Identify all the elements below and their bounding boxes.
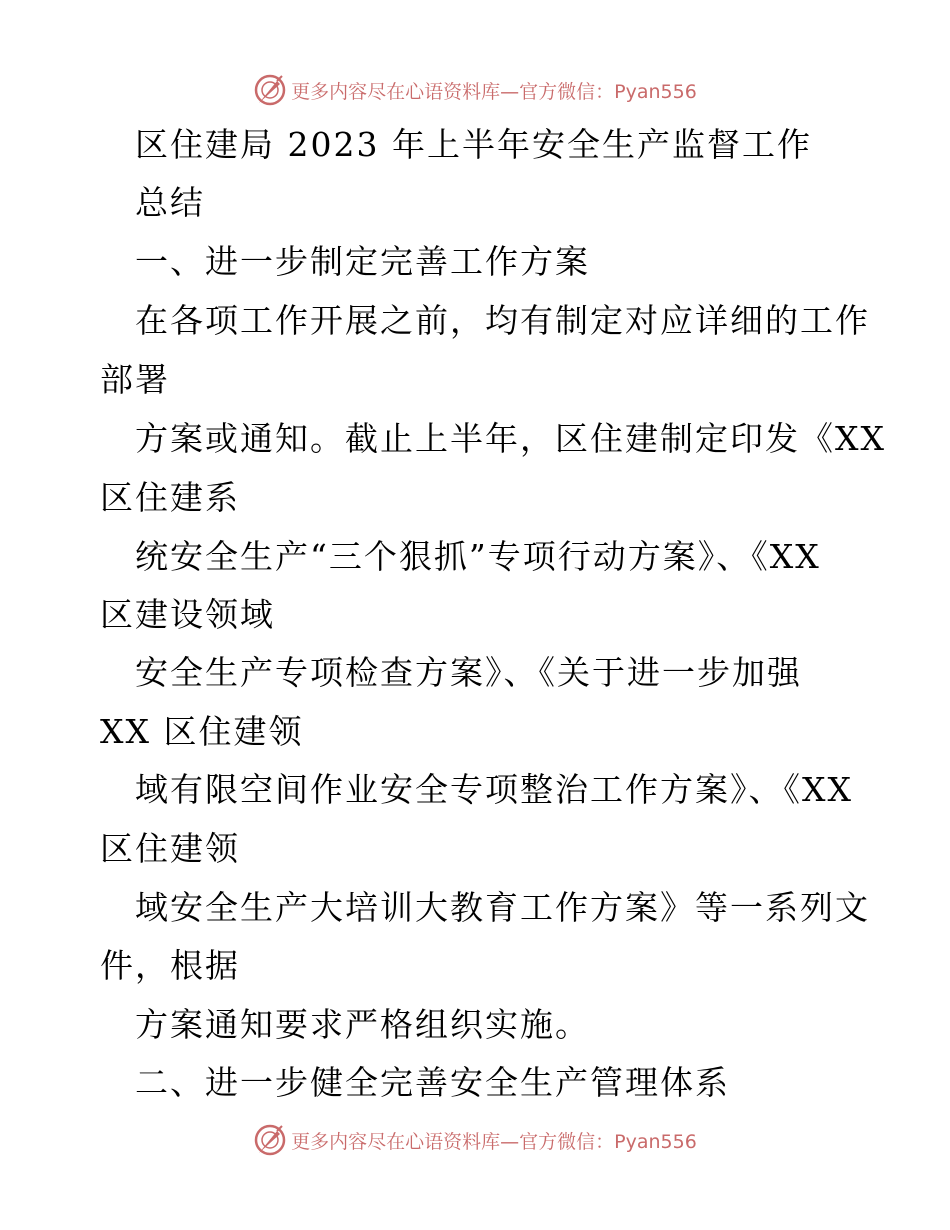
section-heading-1: 一、进一步制定完善工作方案 bbox=[135, 242, 590, 281]
paragraph-line: 部署 bbox=[100, 360, 170, 399]
quill-seal-icon bbox=[253, 1123, 287, 1157]
paragraph-line: 统安全生产“三个狠抓”专项行动方案》、《XX bbox=[135, 537, 821, 576]
paragraph-line: 在各项工作开展之前，均有制定对应详细的工作 bbox=[135, 301, 870, 340]
paragraph-line: 方案通知要求严格组织实施。 bbox=[135, 1005, 590, 1044]
paragraph-line: XX 区住建领 bbox=[100, 712, 304, 751]
watermark-text: 更多内容尽在心语资料库—官方微信：Pyan556 bbox=[291, 1130, 697, 1153]
doc-title-line-2: 总结 bbox=[135, 183, 205, 222]
paragraph-line: 件，根据 bbox=[100, 946, 240, 985]
watermark-footer bbox=[0, 1120, 950, 1160]
paragraph-line: 区住建系 bbox=[100, 478, 240, 517]
watermark-text: 更多内容尽在心语资料库—官方微信：Pyan556 bbox=[291, 80, 697, 103]
watermark-header bbox=[0, 70, 950, 110]
paragraph-line: 区建设领域 bbox=[100, 595, 275, 634]
paragraph-line: 区住建领 bbox=[100, 829, 240, 868]
paragraph-line: 域有限空间作业安全专项整治工作方案》、《XX bbox=[135, 770, 853, 809]
paragraph-line: 安全生产专项检查方案》、《关于进一步加强 bbox=[135, 653, 802, 692]
paragraph-line: 域安全生产大培训大教育工作方案》等一系列文 bbox=[135, 888, 870, 927]
doc-title-line-1: 区住建局 2023 年上半年安全生产监督工作 bbox=[135, 125, 812, 164]
quill-seal-icon bbox=[253, 73, 287, 107]
section-heading-2: 二、进一步健全完善安全生产管理体系 bbox=[135, 1063, 730, 1102]
paragraph-line: 方案或通知。截止上半年，区住建制定印发《XX bbox=[135, 419, 886, 458]
